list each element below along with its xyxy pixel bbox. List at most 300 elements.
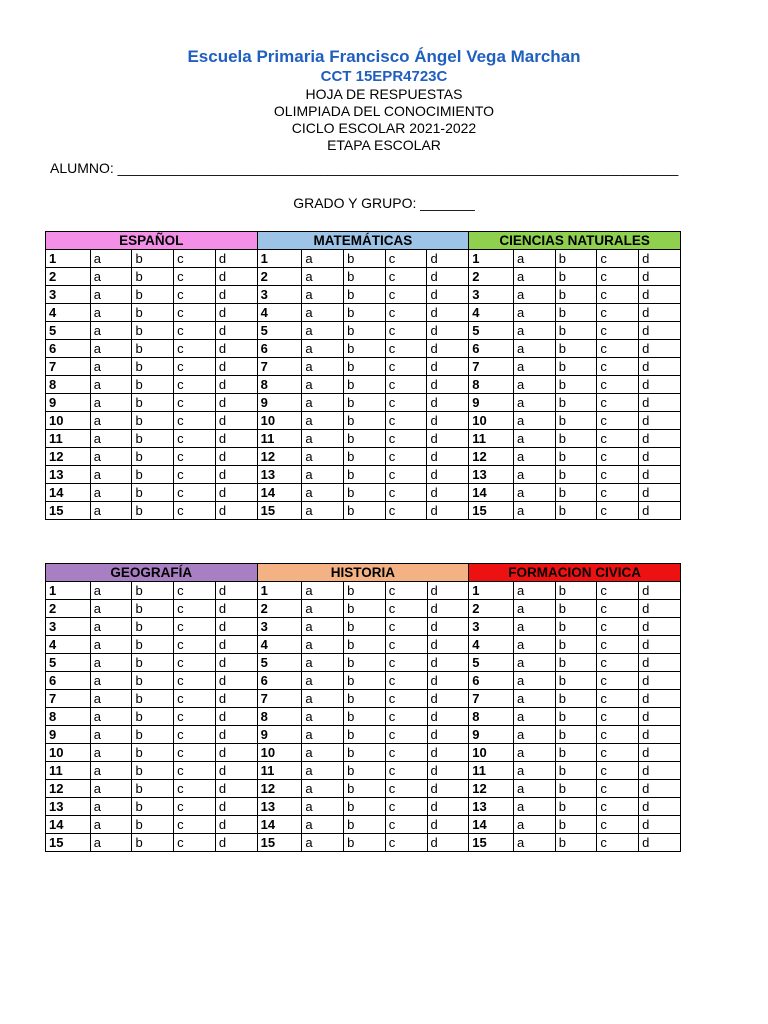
answer-option-d[interactable]: d [215, 582, 257, 600]
answer-option-a[interactable]: a [514, 304, 556, 322]
answer-option-b[interactable]: b [132, 762, 174, 780]
answer-option-b[interactable]: b [555, 286, 597, 304]
answer-option-c[interactable]: c [597, 762, 639, 780]
answer-option-d[interactable]: d [215, 250, 257, 268]
answer-option-a[interactable]: a [90, 672, 132, 690]
answer-option-a[interactable]: a [90, 448, 132, 466]
answer-option-a[interactable]: a [90, 816, 132, 834]
answer-option-c[interactable]: c [174, 340, 216, 358]
answer-option-d[interactable]: d [215, 690, 257, 708]
answer-option-a[interactable]: a [514, 322, 556, 340]
answer-option-a[interactable]: a [90, 394, 132, 412]
answer-option-c[interactable]: c [174, 690, 216, 708]
answer-option-a[interactable]: a [302, 376, 344, 394]
answer-option-b[interactable]: b [132, 448, 174, 466]
answer-option-a[interactable]: a [90, 250, 132, 268]
answer-option-b[interactable]: b [555, 618, 597, 636]
answer-option-b[interactable]: b [132, 744, 174, 762]
answer-option-a[interactable]: a [302, 780, 344, 798]
answer-option-a[interactable]: a [302, 466, 344, 484]
answer-option-b[interactable]: b [132, 268, 174, 286]
answer-option-a[interactable]: a [302, 358, 344, 376]
answer-option-a[interactable]: a [90, 286, 132, 304]
answer-option-d[interactable]: d [639, 744, 681, 762]
answer-option-a[interactable]: a [90, 268, 132, 286]
answer-option-a[interactable]: a [514, 412, 556, 430]
answer-option-d[interactable]: d [639, 268, 681, 286]
answer-option-d[interactable]: d [427, 430, 469, 448]
answer-option-d[interactable]: d [427, 286, 469, 304]
answer-option-d[interactable]: d [639, 582, 681, 600]
answer-option-a[interactable]: a [514, 268, 556, 286]
answer-option-a[interactable]: a [514, 582, 556, 600]
answer-option-c[interactable]: c [597, 834, 639, 852]
answer-option-b[interactable]: b [132, 708, 174, 726]
answer-option-b[interactable]: b [344, 502, 386, 520]
answer-option-a[interactable]: a [302, 708, 344, 726]
answer-option-a[interactable]: a [302, 304, 344, 322]
answer-option-a[interactable]: a [514, 394, 556, 412]
answer-option-a[interactable]: a [514, 744, 556, 762]
answer-option-d[interactable]: d [215, 600, 257, 618]
answer-option-d[interactable]: d [639, 466, 681, 484]
answer-option-b[interactable]: b [555, 798, 597, 816]
answer-option-d[interactable]: d [215, 798, 257, 816]
answer-option-b[interactable]: b [132, 484, 174, 502]
answer-option-b[interactable]: b [344, 268, 386, 286]
answer-option-d[interactable]: d [427, 582, 469, 600]
answer-option-b[interactable]: b [555, 780, 597, 798]
answer-option-d[interactable]: d [427, 708, 469, 726]
answer-option-b[interactable]: b [555, 484, 597, 502]
answer-option-d[interactable]: d [215, 744, 257, 762]
answer-option-c[interactable]: c [174, 636, 216, 654]
answer-option-a[interactable]: a [90, 412, 132, 430]
answer-option-b[interactable]: b [555, 636, 597, 654]
answer-option-d[interactable]: d [215, 834, 257, 852]
answer-option-d[interactable]: d [639, 726, 681, 744]
answer-option-d[interactable]: d [427, 600, 469, 618]
answer-option-d[interactable]: d [639, 394, 681, 412]
answer-option-c[interactable]: c [385, 600, 427, 618]
answer-option-a[interactable]: a [302, 654, 344, 672]
answer-option-b[interactable]: b [555, 412, 597, 430]
answer-option-a[interactable]: a [514, 654, 556, 672]
answer-option-d[interactable]: d [639, 636, 681, 654]
answer-option-d[interactable]: d [427, 618, 469, 636]
answer-option-d[interactable]: d [639, 358, 681, 376]
answer-option-c[interactable]: c [174, 726, 216, 744]
answer-option-b[interactable]: b [555, 726, 597, 744]
answer-option-c[interactable]: c [385, 484, 427, 502]
answer-option-b[interactable]: b [555, 376, 597, 394]
answer-option-a[interactable]: a [90, 582, 132, 600]
answer-option-c[interactable]: c [385, 250, 427, 268]
answer-option-d[interactable]: d [215, 466, 257, 484]
answer-option-b[interactable]: b [555, 816, 597, 834]
answer-option-b[interactable]: b [132, 834, 174, 852]
answer-option-d[interactable]: d [427, 448, 469, 466]
answer-option-b[interactable]: b [555, 502, 597, 520]
answer-option-a[interactable]: a [514, 466, 556, 484]
answer-option-a[interactable]: a [90, 466, 132, 484]
answer-option-c[interactable]: c [174, 780, 216, 798]
answer-option-a[interactable]: a [514, 376, 556, 394]
answer-option-d[interactable]: d [427, 690, 469, 708]
answer-option-b[interactable]: b [344, 484, 386, 502]
answer-option-b[interactable]: b [555, 744, 597, 762]
answer-option-b[interactable]: b [555, 466, 597, 484]
answer-option-c[interactable]: c [174, 582, 216, 600]
answer-option-c[interactable]: c [174, 618, 216, 636]
answer-option-c[interactable]: c [597, 654, 639, 672]
answer-option-a[interactable]: a [302, 250, 344, 268]
answer-option-c[interactable]: c [385, 708, 427, 726]
answer-option-a[interactable]: a [514, 286, 556, 304]
answer-option-a[interactable]: a [302, 816, 344, 834]
answer-option-c[interactable]: c [385, 618, 427, 636]
answer-option-a[interactable]: a [302, 430, 344, 448]
answer-option-b[interactable]: b [344, 322, 386, 340]
answer-option-c[interactable]: c [597, 340, 639, 358]
answer-option-d[interactable]: d [215, 708, 257, 726]
answer-option-b[interactable]: b [132, 690, 174, 708]
answer-option-d[interactable]: d [639, 672, 681, 690]
answer-option-d[interactable]: d [639, 304, 681, 322]
answer-option-a[interactable]: a [514, 430, 556, 448]
answer-option-b[interactable]: b [344, 430, 386, 448]
answer-option-d[interactable]: d [427, 834, 469, 852]
answer-option-b[interactable]: b [555, 762, 597, 780]
answer-option-d[interactable]: d [639, 412, 681, 430]
answer-option-d[interactable]: d [427, 322, 469, 340]
answer-option-c[interactable]: c [174, 816, 216, 834]
answer-option-d[interactable]: d [639, 798, 681, 816]
answer-option-c[interactable]: c [174, 484, 216, 502]
answer-option-c[interactable]: c [174, 502, 216, 520]
answer-option-a[interactable]: a [514, 600, 556, 618]
answer-option-d[interactable]: d [215, 394, 257, 412]
answer-option-c[interactable]: c [174, 744, 216, 762]
answer-option-b[interactable]: b [344, 466, 386, 484]
answer-option-a[interactable]: a [90, 618, 132, 636]
answer-option-b[interactable]: b [344, 394, 386, 412]
answer-option-c[interactable]: c [597, 286, 639, 304]
answer-option-d[interactable]: d [215, 340, 257, 358]
answer-option-b[interactable]: b [344, 618, 386, 636]
answer-option-a[interactable]: a [302, 672, 344, 690]
answer-option-c[interactable]: c [385, 582, 427, 600]
answer-option-b[interactable]: b [344, 834, 386, 852]
answer-option-c[interactable]: c [385, 816, 427, 834]
answer-option-c[interactable]: c [597, 600, 639, 618]
answer-option-b[interactable]: b [344, 358, 386, 376]
answer-option-d[interactable]: d [215, 286, 257, 304]
answer-option-a[interactable]: a [302, 834, 344, 852]
answer-option-d[interactable]: d [427, 780, 469, 798]
answer-option-a[interactable]: a [302, 690, 344, 708]
answer-option-a[interactable]: a [90, 502, 132, 520]
answer-option-b[interactable]: b [132, 430, 174, 448]
answer-option-d[interactable]: d [215, 412, 257, 430]
answer-option-c[interactable]: c [385, 798, 427, 816]
answer-option-c[interactable]: c [385, 834, 427, 852]
answer-option-c[interactable]: c [385, 672, 427, 690]
answer-option-a[interactable]: a [514, 484, 556, 502]
answer-option-d[interactable]: d [639, 762, 681, 780]
answer-option-a[interactable]: a [302, 502, 344, 520]
answer-option-a[interactable]: a [302, 448, 344, 466]
answer-option-c[interactable]: c [385, 654, 427, 672]
answer-option-d[interactable]: d [427, 816, 469, 834]
answer-option-b[interactable]: b [132, 286, 174, 304]
answer-option-c[interactable]: c [174, 376, 216, 394]
answer-option-d[interactable]: d [427, 358, 469, 376]
answer-option-c[interactable]: c [597, 744, 639, 762]
answer-option-b[interactable]: b [344, 690, 386, 708]
answer-option-d[interactable]: d [639, 780, 681, 798]
answer-option-d[interactable]: d [215, 726, 257, 744]
answer-option-b[interactable]: b [132, 726, 174, 744]
answer-option-d[interactable]: d [215, 762, 257, 780]
answer-option-d[interactable]: d [427, 466, 469, 484]
answer-option-c[interactable]: c [597, 484, 639, 502]
answer-option-d[interactable]: d [427, 798, 469, 816]
answer-option-c[interactable]: c [385, 466, 427, 484]
answer-option-c[interactable]: c [597, 304, 639, 322]
answer-option-a[interactable]: a [302, 286, 344, 304]
answer-option-b[interactable]: b [132, 304, 174, 322]
answer-option-c[interactable]: c [385, 430, 427, 448]
answer-option-c[interactable]: c [174, 430, 216, 448]
answer-option-a[interactable]: a [514, 502, 556, 520]
answer-option-a[interactable]: a [90, 376, 132, 394]
answer-option-b[interactable]: b [132, 582, 174, 600]
answer-option-d[interactable]: d [639, 250, 681, 268]
answer-option-a[interactable]: a [514, 672, 556, 690]
answer-option-a[interactable]: a [90, 690, 132, 708]
answer-option-c[interactable]: c [385, 376, 427, 394]
answer-option-b[interactable]: b [344, 250, 386, 268]
answer-option-c[interactable]: c [385, 726, 427, 744]
answer-option-a[interactable]: a [90, 780, 132, 798]
answer-option-d[interactable]: d [427, 394, 469, 412]
answer-option-b[interactable]: b [555, 250, 597, 268]
answer-option-a[interactable]: a [90, 358, 132, 376]
answer-option-c[interactable]: c [174, 654, 216, 672]
answer-option-d[interactable]: d [427, 726, 469, 744]
answer-option-c[interactable]: c [597, 430, 639, 448]
answer-option-c[interactable]: c [597, 582, 639, 600]
answer-option-b[interactable]: b [344, 412, 386, 430]
answer-option-c[interactable]: c [174, 708, 216, 726]
answer-option-b[interactable]: b [555, 268, 597, 286]
answer-option-d[interactable]: d [215, 672, 257, 690]
answer-option-c[interactable]: c [385, 304, 427, 322]
answer-option-a[interactable]: a [302, 322, 344, 340]
answer-option-a[interactable]: a [90, 430, 132, 448]
answer-option-a[interactable]: a [514, 708, 556, 726]
answer-option-c[interactable]: c [597, 358, 639, 376]
answer-option-a[interactable]: a [90, 798, 132, 816]
answer-option-d[interactable]: d [215, 358, 257, 376]
answer-option-d[interactable]: d [427, 484, 469, 502]
answer-option-a[interactable]: a [90, 322, 132, 340]
answer-option-c[interactable]: c [597, 250, 639, 268]
answer-option-b[interactable]: b [555, 582, 597, 600]
answer-option-c[interactable]: c [174, 762, 216, 780]
answer-option-b[interactable]: b [132, 250, 174, 268]
answer-option-c[interactable]: c [385, 636, 427, 654]
answer-option-b[interactable]: b [344, 448, 386, 466]
answer-option-c[interactable]: c [597, 618, 639, 636]
answer-option-a[interactable]: a [90, 654, 132, 672]
answer-option-b[interactable]: b [344, 340, 386, 358]
answer-option-c[interactable]: c [597, 268, 639, 286]
answer-option-d[interactable]: d [639, 690, 681, 708]
answer-option-b[interactable]: b [344, 708, 386, 726]
answer-option-d[interactable]: d [427, 412, 469, 430]
answer-option-c[interactable]: c [597, 726, 639, 744]
answer-option-c[interactable]: c [597, 672, 639, 690]
answer-option-b[interactable]: b [555, 690, 597, 708]
answer-option-b[interactable]: b [555, 672, 597, 690]
answer-option-c[interactable]: c [385, 780, 427, 798]
answer-option-a[interactable]: a [90, 726, 132, 744]
answer-option-d[interactable]: d [427, 250, 469, 268]
answer-option-b[interactable]: b [132, 672, 174, 690]
answer-option-d[interactable]: d [639, 600, 681, 618]
answer-option-b[interactable]: b [132, 358, 174, 376]
answer-option-a[interactable]: a [302, 340, 344, 358]
answer-option-d[interactable]: d [215, 780, 257, 798]
answer-option-b[interactable]: b [132, 412, 174, 430]
answer-option-d[interactable]: d [215, 322, 257, 340]
answer-option-b[interactable]: b [132, 322, 174, 340]
answer-option-a[interactable]: a [514, 340, 556, 358]
answer-option-d[interactable]: d [639, 484, 681, 502]
answer-option-c[interactable]: c [174, 798, 216, 816]
answer-option-a[interactable]: a [514, 762, 556, 780]
answer-option-c[interactable]: c [174, 358, 216, 376]
answer-option-b[interactable]: b [132, 502, 174, 520]
answer-option-c[interactable]: c [174, 600, 216, 618]
answer-option-d[interactable]: d [639, 448, 681, 466]
answer-option-c[interactable]: c [385, 744, 427, 762]
answer-option-b[interactable]: b [344, 762, 386, 780]
answer-option-a[interactable]: a [90, 834, 132, 852]
answer-option-a[interactable]: a [90, 708, 132, 726]
answer-option-d[interactable]: d [427, 502, 469, 520]
answer-option-a[interactable]: a [514, 816, 556, 834]
answer-option-b[interactable]: b [344, 798, 386, 816]
answer-option-a[interactable]: a [514, 448, 556, 466]
answer-option-d[interactable]: d [215, 654, 257, 672]
answer-option-d[interactable]: d [215, 816, 257, 834]
answer-option-b[interactable]: b [132, 376, 174, 394]
answer-option-c[interactable]: c [597, 502, 639, 520]
answer-option-c[interactable]: c [385, 762, 427, 780]
answer-option-a[interactable]: a [514, 798, 556, 816]
answer-option-c[interactable]: c [174, 448, 216, 466]
answer-option-d[interactable]: d [639, 618, 681, 636]
answer-option-a[interactable]: a [90, 600, 132, 618]
answer-option-b[interactable]: b [555, 304, 597, 322]
answer-option-a[interactable]: a [514, 690, 556, 708]
answer-option-c[interactable]: c [174, 250, 216, 268]
answer-option-c[interactable]: c [174, 834, 216, 852]
answer-option-b[interactable]: b [344, 304, 386, 322]
answer-option-b[interactable]: b [555, 358, 597, 376]
answer-option-d[interactable]: d [215, 502, 257, 520]
answer-option-d[interactable]: d [639, 340, 681, 358]
answer-option-b[interactable]: b [132, 394, 174, 412]
answer-option-d[interactable]: d [639, 502, 681, 520]
answer-option-c[interactable]: c [597, 798, 639, 816]
answer-option-c[interactable]: c [597, 448, 639, 466]
answer-option-a[interactable]: a [514, 618, 556, 636]
answer-option-a[interactable]: a [90, 304, 132, 322]
answer-option-d[interactable]: d [639, 322, 681, 340]
answer-option-b[interactable]: b [555, 600, 597, 618]
answer-option-c[interactable]: c [174, 394, 216, 412]
answer-option-d[interactable]: d [639, 816, 681, 834]
answer-option-c[interactable]: c [597, 816, 639, 834]
answer-option-d[interactable]: d [427, 340, 469, 358]
answer-option-d[interactable]: d [639, 376, 681, 394]
answer-option-b[interactable]: b [132, 816, 174, 834]
answer-option-c[interactable]: c [597, 376, 639, 394]
answer-option-d[interactable]: d [427, 744, 469, 762]
answer-option-d[interactable]: d [215, 484, 257, 502]
answer-option-c[interactable]: c [385, 448, 427, 466]
answer-option-c[interactable]: c [597, 466, 639, 484]
answer-option-a[interactable]: a [302, 636, 344, 654]
answer-option-b[interactable]: b [344, 582, 386, 600]
answer-option-a[interactable]: a [302, 726, 344, 744]
answer-option-b[interactable]: b [344, 636, 386, 654]
answer-option-c[interactable]: c [385, 502, 427, 520]
answer-option-a[interactable]: a [514, 250, 556, 268]
answer-option-a[interactable]: a [90, 636, 132, 654]
answer-option-a[interactable]: a [302, 268, 344, 286]
answer-option-b[interactable]: b [344, 654, 386, 672]
answer-option-b[interactable]: b [555, 834, 597, 852]
answer-option-a[interactable]: a [302, 394, 344, 412]
answer-option-b[interactable]: b [344, 780, 386, 798]
answer-option-a[interactable]: a [302, 412, 344, 430]
answer-option-d[interactable]: d [639, 708, 681, 726]
answer-option-c[interactable]: c [597, 708, 639, 726]
answer-option-a[interactable]: a [90, 340, 132, 358]
answer-option-d[interactable]: d [215, 430, 257, 448]
answer-option-d[interactable]: d [215, 268, 257, 286]
answer-option-c[interactable]: c [385, 322, 427, 340]
answer-option-c[interactable]: c [174, 412, 216, 430]
answer-option-c[interactable]: c [597, 690, 639, 708]
answer-option-d[interactable]: d [639, 654, 681, 672]
answer-option-a[interactable]: a [90, 744, 132, 762]
answer-option-b[interactable]: b [132, 600, 174, 618]
answer-option-b[interactable]: b [132, 780, 174, 798]
answer-option-d[interactable]: d [427, 654, 469, 672]
answer-option-c[interactable]: c [174, 322, 216, 340]
answer-option-c[interactable]: c [597, 636, 639, 654]
answer-option-b[interactable]: b [555, 448, 597, 466]
answer-option-a[interactable]: a [514, 726, 556, 744]
answer-option-c[interactable]: c [174, 286, 216, 304]
answer-option-c[interactable]: c [174, 672, 216, 690]
